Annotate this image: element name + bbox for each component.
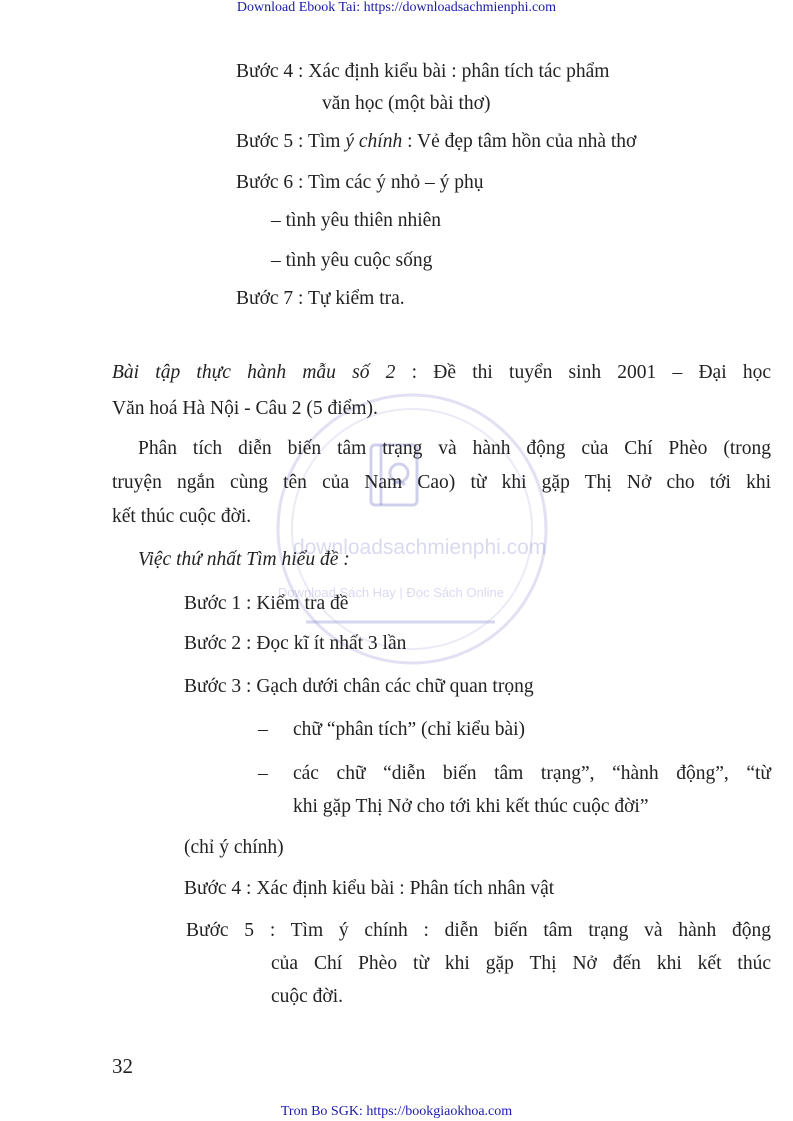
- text-line: truyện ngắn cùng tên của Nam Cao) từ khi gặp Thị Nở cho tới khi: [112, 472, 771, 493]
- text-line: [236, 130, 636, 154]
- page-number: 32: [112, 1054, 133, 1078]
- header-download-link[interactable]: Download Ebook Tai: https://downloadsachmienphi.com: [236, 0, 557, 15]
- text-run-italic: ý chính: [345, 131, 403, 152]
- text-run: : Đề thi tuyển sinh 2001 – Đại học: [395, 362, 771, 383]
- list-item: các chữ “diễn biến tâm trạng”, “hành động”, “từ: [293, 763, 771, 784]
- text-line: Bước 7 : Tự kiểm tra.: [236, 288, 405, 309]
- exercise-heading: [112, 361, 771, 385]
- list-dash: –: [258, 763, 268, 784]
- text-line: kết thúc cuộc đời.: [112, 506, 252, 527]
- text-line: Phân tích diễn biến tâm trạng và hành động của Chí Phèo (trong: [138, 438, 771, 459]
- watermark-seal-icon: [273, 390, 551, 668]
- text-line: Bước 4 : Xác định kiểu bài : Phân tích nhân vật: [184, 878, 555, 899]
- text-line: Văn hoá Hà Nội - Câu 2 (5 điểm).: [112, 398, 378, 419]
- text-run: : Vẻ đẹp tâm hồn của nhà thơ: [402, 131, 637, 152]
- text-line: Bước 1 : Kiểm tra đề: [184, 593, 349, 614]
- watermark-tagline-text: Download Sách Hay | Đọc Sách Online: [278, 585, 504, 600]
- section-heading: Việc thứ nhất Tìm hiểu đề :: [138, 549, 350, 570]
- text-run: Bước 5 : Tìm: [236, 131, 346, 152]
- text-line: Bước 4 : Xác định kiểu bài : phân tích tác phẩm: [236, 61, 610, 82]
- text-line: văn học (một bài thơ): [322, 93, 491, 114]
- text-line: của Chí Phèo từ khi gặp Thị Nở đến khi kết thúc: [271, 953, 771, 974]
- text-line: cuộc đời.: [271, 986, 344, 1007]
- text-line: Bước 2 : Đọc kĩ ít nhất 3 lần: [184, 633, 407, 654]
- list-item: – tình yêu thiên nhiên: [271, 210, 442, 231]
- text-line: Bước 6 : Tìm các ý nhỏ – ý phụ: [236, 172, 484, 193]
- list-item: chữ “phân tích” (chỉ kiểu bài): [293, 719, 526, 740]
- list-item: khi gặp Thị Nở cho tới khi kết thúc cuộc đời”: [293, 796, 649, 817]
- text-line: (chỉ ý chính): [184, 837, 284, 858]
- exercise-title: Bài tập thực hành mẫu số 2: [112, 362, 396, 383]
- text-line: Bước 5 : Tìm ý chính : diễn biến tâm trạng và hành động: [186, 920, 771, 941]
- list-item: – tình yêu cuộc sống: [271, 250, 433, 271]
- watermark-site-text: downloadsachmienphi.com: [293, 536, 547, 559]
- footer-link[interactable]: Tron Bo SGK: https://bookgiaokhoa.com: [280, 1104, 513, 1119]
- watermark: [273, 390, 551, 668]
- list-dash: –: [258, 719, 268, 740]
- text-line: Bước 3 : Gạch dưới chân các chữ quan trọng: [184, 676, 534, 697]
